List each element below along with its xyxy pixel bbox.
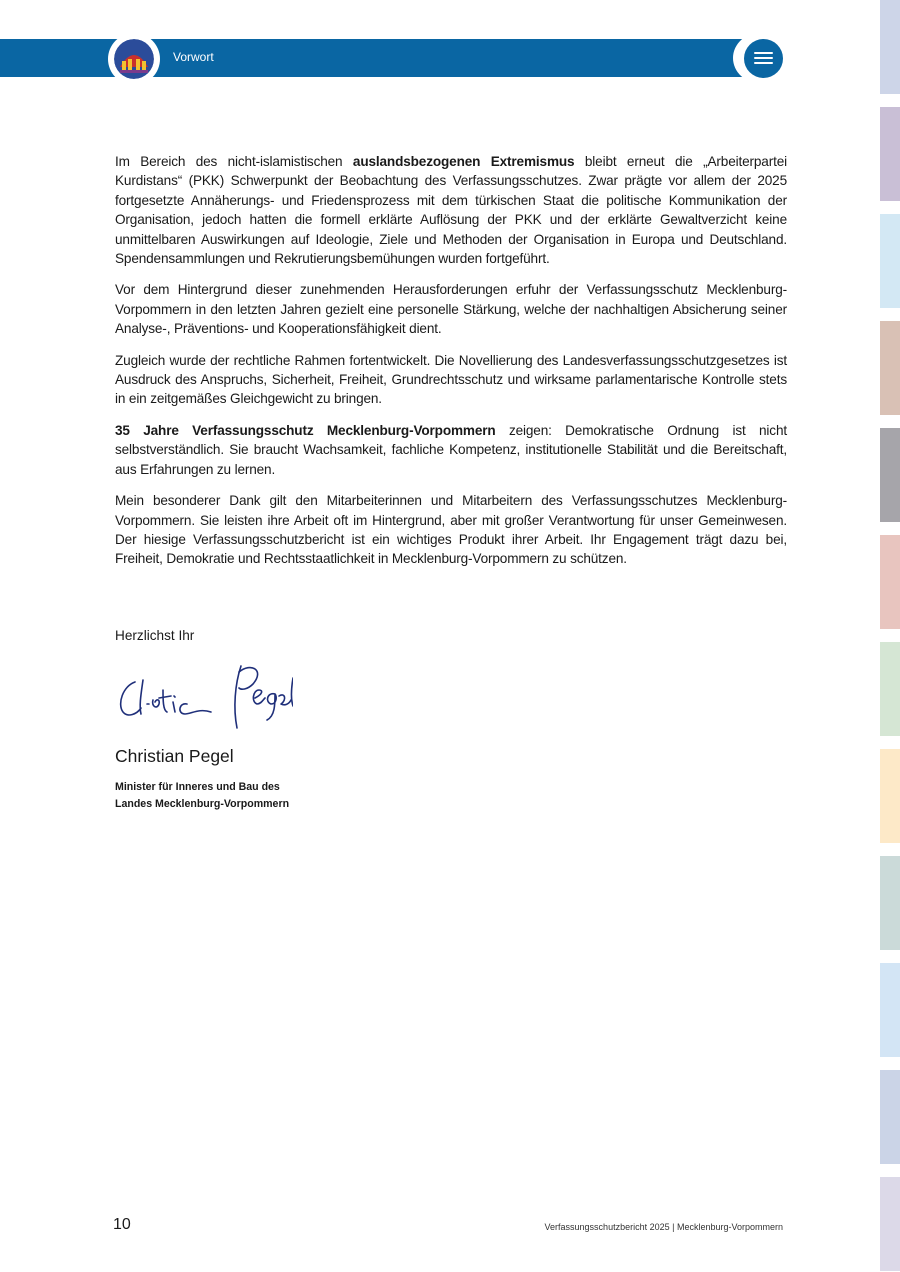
chapter-tab[interactable]: [880, 749, 900, 843]
paragraph: Vor dem Hintergrund dieser zunehmenden Herausforderungen erfuhr der Verfassungsschutz Mecklenburg-Vorpommern in den letzten Jahren gezielt eine personelle Stärkung, welche der nachhaltigen Absicherung seiner Analyse-, Präventions- und Kooperationsfähigkeit dient.: [115, 282, 787, 337]
paragraph: Im Bereich des nicht-islamistischen auslandsbezogenen Extremismus bleibt erneut die „Arbeiterpartei Kurdistans“ (PKK) Schwerpunkt der Beobachtung des Verfassungsschutzes. Zwar prägte vor allem der 2025 fortgesetzte Annäherungs- und Friedensprozess mit dem türkischen Staat die politische Kommunikation der Organisation, jedoch hatten die formell erklärte Auflösung der PKK und der erklärte Gewaltverzicht keine unmittelbaren Auswirkungen auf Ideologie, Ziele und Methoden der Organisation in Europa und Deutschland. Spendensammlungen und Rekrutierungsbemühungen wurden fortgeführt.: [115, 154, 788, 267]
chapter-tab[interactable]: [880, 321, 900, 415]
chapter-tab[interactable]: [880, 642, 900, 736]
chapter-tab[interactable]: [880, 0, 900, 94]
page-number: 10: [113, 1216, 131, 1233]
chapter-tabs: [880, 0, 900, 1272]
chapter-tab[interactable]: [880, 1070, 900, 1164]
closing-greeting: Herzlichst Ihr: [115, 628, 195, 643]
state-emblem-logo: [108, 33, 160, 85]
chapter-tab[interactable]: [880, 535, 900, 629]
chapter-tab[interactable]: [880, 1177, 900, 1271]
signer-role-line: Landes Mecklenburg-Vorpommern: [115, 798, 290, 810]
chapter-tab[interactable]: [880, 428, 900, 522]
handwritten-signature: [113, 660, 293, 732]
footer-text: Verfassungsschutzbericht 2025 | Mecklenburg-Vorpommern: [544, 1222, 783, 1232]
chapter-tab[interactable]: [880, 963, 900, 1057]
foreword-body: [115, 152, 787, 581]
section-title: Vorwort: [173, 50, 214, 64]
chapter-tab[interactable]: [880, 856, 900, 950]
paragraph: Mein besonderer Dank gilt den Mitarbeiterinnen und Mitarbeitern des Verfassungsschutzes Mecklenburg-Vorpommern. Sie leisten ihre Arbeit oft im Hintergrund, aber mit großer Verantwortung für unser Gemeinwesen. Der hiesige Verfassungsschutzbericht ist ein wichtiges Produkt ihrer Arbeit. Ihr Engagement trägt dazu bei, Freiheit, Demokratie und Rechtsstaatlichkeit in Mecklenburg-Vorpommern zu schützen.: [115, 493, 787, 567]
paragraph: 35 Jahre Verfassungsschutz Mecklenburg-Vorpommern zeigen: Demokratische Ordnung ist nicht selbstverständlich. Sie braucht Wachsamkeit, fachliche Kompetenz, institutionelle Stabilität und die Bereitschaft, aus Erfahrungen zu lernen.: [115, 422, 787, 477]
chapter-tab[interactable]: [880, 107, 900, 201]
chapter-tab[interactable]: [880, 214, 900, 308]
signer-role: [115, 779, 289, 813]
signer-name: Christian Pegel: [115, 746, 234, 766]
signer-role-line: Minister für Inneres und Bau des: [115, 781, 280, 793]
paragraph: Zugleich wurde der rechtliche Rahmen fortentwickelt. Die Novellierung des Landesverfassungsschutzgesetzes ist Ausdruck des Anspruchs, Sicherheit, Freiheit, Grundrechtsschutz und wirksame parlamentarische Kontrolle stets in ein zeitgemäßes Gleichgewicht zu bringen.: [115, 352, 787, 407]
hamburger-menu-icon[interactable]: [744, 39, 783, 78]
